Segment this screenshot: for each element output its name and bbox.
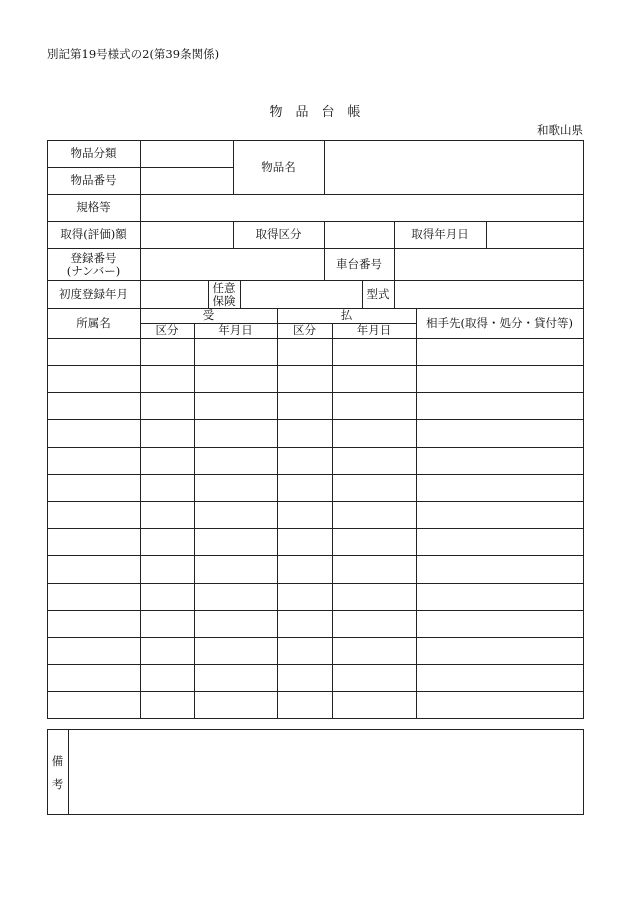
row-divider [47,248,584,249]
label-specifications: 規格等 [76,200,111,215]
label-acquisition-date: 取得年月日 [411,227,469,242]
label-receive-date: 年月日 [218,323,253,338]
col-divider [324,140,325,194]
remarks-divider [68,729,69,815]
label-chassis-number: 車台番号 [336,256,382,271]
col-divider [394,248,395,280]
col-divider [332,323,333,719]
table-row [47,392,584,393]
col-divider [277,308,278,719]
label-item-category: 物品分類 [70,146,117,161]
remarks-border-bottom [47,814,584,815]
table-row [47,583,584,584]
table-row [47,501,584,502]
table-row [47,474,584,475]
col-divider [486,221,487,248]
label-first-registration: 初度登録年月 [59,286,128,301]
table-row [47,528,584,529]
insurance-text: 保険 [212,293,236,308]
table-row [47,691,584,692]
table-row [47,664,584,665]
col-divider [324,221,325,248]
col-divider [140,140,141,194]
table-border-right [583,140,584,719]
table-row [47,447,584,448]
label-remarks-top: 備 [51,754,64,768]
label-pay: 払 [340,307,353,322]
table-row [47,555,584,556]
label-item-name: 物品名 [261,159,296,174]
registration-number-plate-text: (ナンバー) [66,264,121,278]
col-divider [140,308,141,719]
label-pay-category: 区分 [293,323,316,338]
registration-number-text: 登録番号 [70,250,117,265]
row-divider [47,338,584,339]
table-border-bottom [47,718,584,719]
label-receive-category: 区分 [155,323,179,338]
remarks-border-right [583,729,584,815]
form-reference-note: 別記第19号様式の2(第39条関係) [47,47,220,61]
col-divider [140,280,141,308]
label-counterparty: 相手先(取得・処分・貸付等) [426,315,573,330]
label-receive: 受 [202,307,215,322]
label-acquisition-type: 取得区分 [255,227,302,242]
table-row [47,610,584,611]
label-registration-number [47,250,140,280]
col-divider [194,323,195,719]
remarks-border-left [47,729,48,815]
label-item-number: 物品番号 [70,173,117,188]
label-voluntary-insurance [208,281,240,308]
col-divider [140,221,141,248]
label-model: 型式 [366,286,390,301]
table-row [47,637,584,638]
remarks-border-top [47,729,584,730]
table-row [47,419,584,420]
label-pay-date: 年月日 [356,323,392,338]
col-divider [416,308,417,719]
label-remarks-bottom: 考 [51,777,64,791]
table-row [47,365,584,366]
col-divider [140,248,141,280]
col-divider [140,194,141,221]
document-title: 物 品 台 帳 [269,105,361,120]
col-divider [240,280,241,308]
label-acquisition-amount: 取得(評価)額 [60,227,127,242]
prefecture-label: 和歌山県 [537,123,583,137]
col-divider [394,280,395,308]
voluntary-text: 任意 [212,281,236,296]
label-department: 所属名 [76,315,111,330]
